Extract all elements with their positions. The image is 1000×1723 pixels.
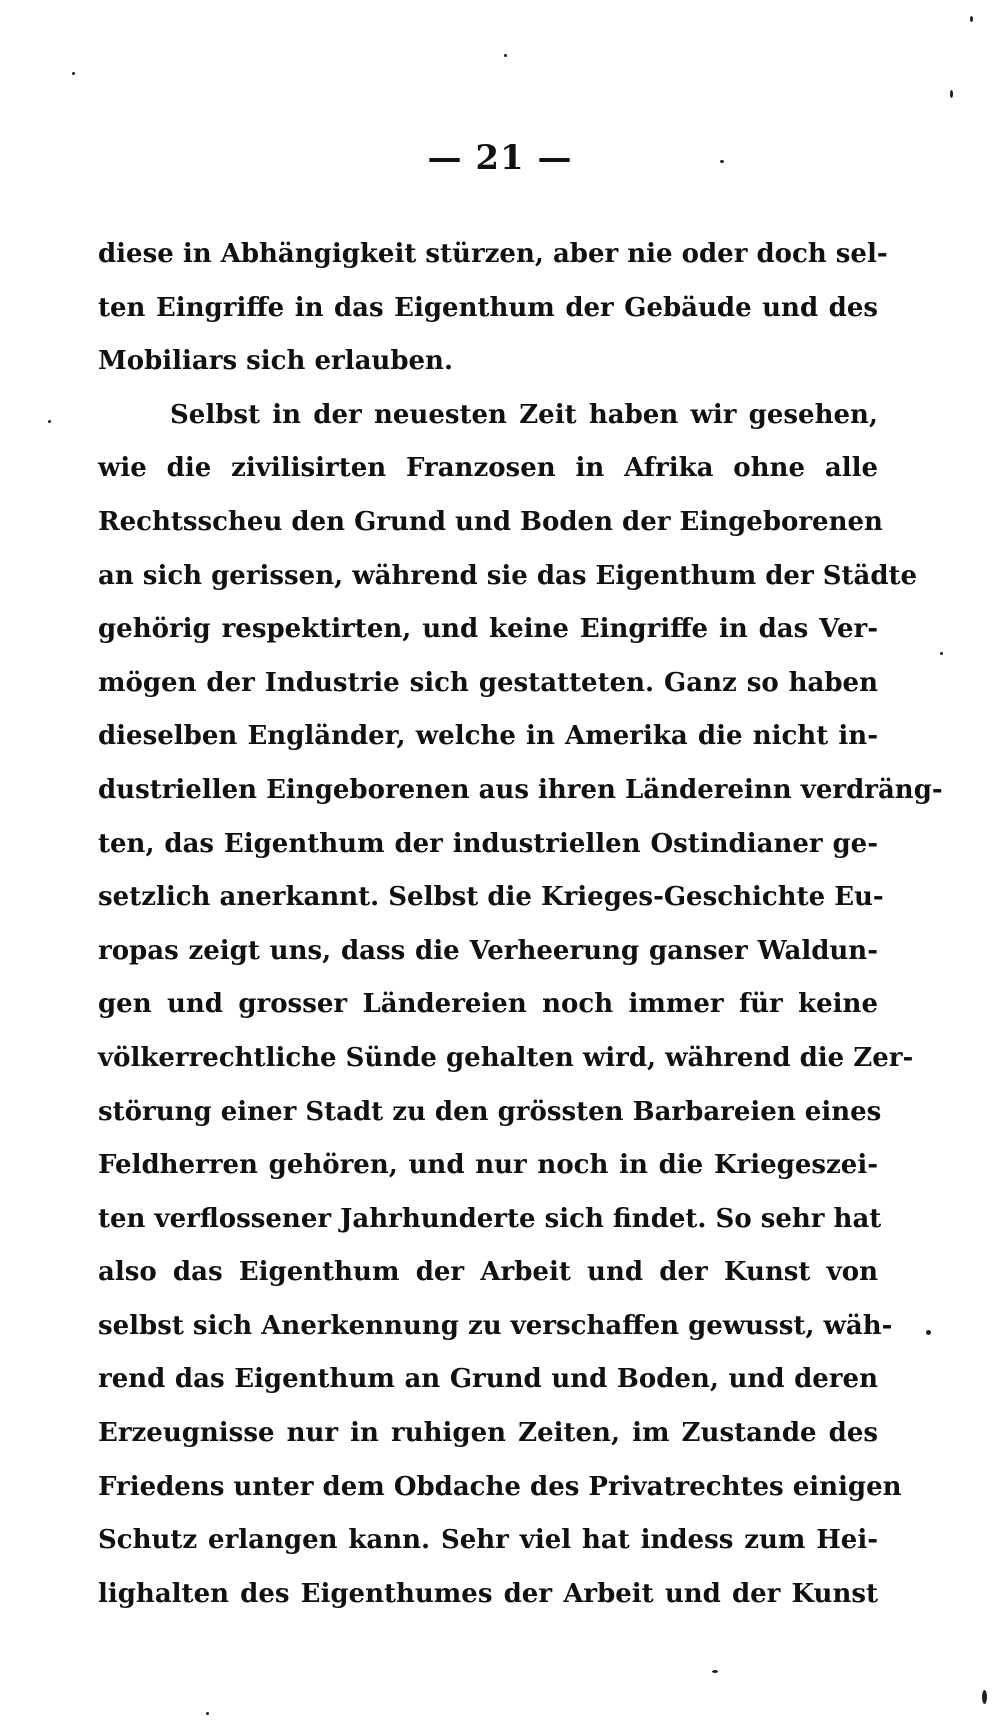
text-line: setzlich anerkannt. Selbst die Krieges-Geschichte Eu- bbox=[98, 882, 884, 913]
text-line: völkerrechtliche Sünde gehalten wird, während die Zer- bbox=[98, 1042, 914, 1073]
text-line: gehörig respektirten, und keine Eingriffe in das Ver- bbox=[98, 614, 878, 645]
scan-speck bbox=[72, 72, 75, 75]
text-line: Schutz erlangen kann. Sehr viel hat indess zum Hei- bbox=[98, 1525, 878, 1556]
text-line: Feldherren gehören, und nur noch in die Kriegeszei- bbox=[98, 1150, 878, 1181]
text-line: Mobiliars sich erlauben. bbox=[98, 346, 454, 377]
body-text bbox=[98, 228, 943, 1621]
text-line: an sich gerissen, während sie das Eigenthum der Städte bbox=[98, 560, 918, 591]
text-line: ten verflossener Jahrhunderte sich findet. So sehr hat bbox=[98, 1203, 882, 1234]
text-line: diese in Abhängigkeit stürzen, aber nie oder doch sel- bbox=[98, 239, 888, 269]
scan-speck bbox=[982, 1690, 987, 1704]
text-line: ten Eingriffe in das Eigenthum der Gebäude und des bbox=[98, 292, 878, 323]
scan-speck bbox=[720, 160, 724, 163]
text-line: selbst sich Anerkennung zu verschaffen gewusst, wäh- bbox=[98, 1310, 893, 1341]
text-line: gen und grosser Ländereien noch immer für keine bbox=[98, 989, 878, 1020]
text-line: Rechtsscheu den Grund und Boden der Eingeborenen bbox=[98, 506, 883, 537]
text-line: mögen der Industrie sich gestatteten. Ganz so haben bbox=[98, 667, 878, 698]
text-line: dieselben Engländer, welche in Amerika die nicht in- bbox=[98, 721, 878, 752]
text-line: rend das Eigenthum an Grund und Boden, und deren bbox=[98, 1364, 878, 1395]
text-line: störung einer Stadt zu den grössten Barbareien eines bbox=[98, 1096, 882, 1127]
text-line: Erzeugnisse nur in ruhigen Zeiten, im Zustande des bbox=[98, 1418, 878, 1449]
text-line: wie die zivilisirten Franzosen in Afrika ohne alle bbox=[98, 453, 878, 484]
scan-speck bbox=[712, 1670, 718, 1673]
page-number: — 21 — bbox=[427, 138, 573, 178]
scan-speck bbox=[970, 16, 973, 22]
text-line: also das Eigenthum der Arbeit und der Kunst von bbox=[98, 1257, 878, 1288]
scan-speck bbox=[950, 90, 953, 98]
text-line: Friedens unter dem Obdache des Privatrechtes einigen bbox=[98, 1471, 902, 1502]
scan-speck bbox=[504, 54, 507, 57]
scan-speck bbox=[206, 1712, 209, 1715]
text-line: dustriellen Eingeborenen aus ihren Ländereinn verdräng- bbox=[98, 774, 943, 805]
text-line: Selbst in der neuesten Zeit haben wir gesehen, bbox=[170, 399, 878, 430]
scan-speck bbox=[926, 1330, 931, 1335]
scan-speck bbox=[940, 652, 943, 655]
text-line: ten, das Eigenthum der industriellen Ostindianer ge- bbox=[98, 828, 878, 859]
text-line: ropas zeigt uns, dass die Verheerung ganser Waldun- bbox=[98, 935, 878, 966]
scan-speck bbox=[48, 420, 51, 423]
text-line: lighalten des Eigenthumes der Arbeit und der Kunst bbox=[98, 1578, 878, 1609]
